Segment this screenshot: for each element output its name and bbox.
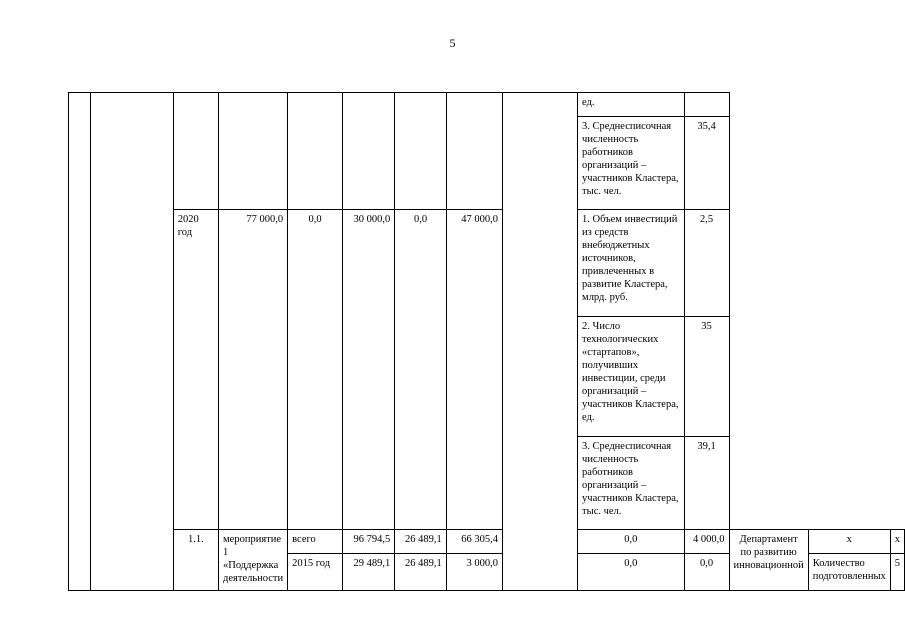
table-row bbox=[69, 93, 905, 117]
measure-number: 1.1. bbox=[173, 530, 218, 591]
value-federal: 26 489,1 bbox=[395, 554, 447, 591]
indicator-text: х bbox=[808, 530, 890, 554]
cell-year-empty bbox=[173, 93, 218, 210]
table-row bbox=[69, 530, 905, 554]
value-local: 0,0 bbox=[578, 554, 685, 591]
page-number: 5 bbox=[449, 36, 456, 50]
cell-name-empty bbox=[91, 93, 173, 591]
indicator-value: 39,1 bbox=[684, 437, 729, 530]
indicator-value: 2,5 bbox=[684, 210, 729, 317]
indicator-text: Количество подготовленных bbox=[808, 554, 890, 591]
program-table bbox=[68, 92, 905, 591]
cell-number-empty bbox=[69, 93, 91, 591]
measure-name: мероприятие 1 «Поддержка деятельности bbox=[219, 530, 288, 591]
value-regional: 66 305,4 bbox=[446, 530, 502, 554]
value-regional: 30 000,0 bbox=[343, 210, 395, 530]
value-local: 0,0 bbox=[395, 210, 447, 530]
value-extra: 4 000,0 bbox=[684, 530, 729, 554]
value-regional: 3 000,0 bbox=[446, 554, 502, 591]
indicator-text: 2. Число технологических «стартапов», получивших инвестиции, среди организаций – участников Кластера, ед. bbox=[578, 317, 685, 437]
cell-federal-empty bbox=[288, 93, 343, 210]
cell-total-empty bbox=[219, 93, 288, 210]
cell-regional-empty bbox=[343, 93, 395, 210]
indicator-text: 3. Среднесписочная численность работников организаций – участников Кластера, тыс. чел. bbox=[578, 437, 685, 530]
cell-local-empty bbox=[395, 93, 447, 210]
indicator-value: 5 bbox=[890, 554, 904, 591]
value-federal: 26 489,1 bbox=[395, 530, 447, 554]
value-extra: 0,0 bbox=[684, 554, 729, 591]
indicator-value: 35 bbox=[684, 317, 729, 437]
row-label: всего bbox=[288, 530, 343, 554]
executor: Департамент по развитию инновационной bbox=[729, 530, 808, 591]
value-local: 0,0 bbox=[578, 530, 685, 554]
row-label: 2015 год bbox=[288, 554, 343, 591]
value-total: 29 489,1 bbox=[343, 554, 395, 591]
value-total: 77 000,0 bbox=[219, 210, 288, 530]
value-extra: 47 000,0 bbox=[446, 210, 502, 530]
indicator-text: ед. bbox=[578, 93, 685, 117]
value-federal: 0,0 bbox=[288, 210, 343, 530]
indicator-text: 1. Объем инвестиций из средств внебюджетных источников, привлеченных в развитие Кластера, млрд. руб. bbox=[578, 210, 685, 317]
indicator-text: 3. Среднесписочная численность работников организаций – участников Кластера, тыс. чел. bbox=[578, 117, 685, 210]
indicator-value: 35,4 bbox=[684, 117, 729, 210]
value-total: 96 794,5 bbox=[343, 530, 395, 554]
table-row bbox=[69, 210, 905, 317]
indicator-value: х bbox=[890, 530, 904, 554]
indicator-value bbox=[684, 93, 729, 117]
cell-extra-empty bbox=[446, 93, 502, 210]
cell-executor-empty bbox=[503, 93, 578, 591]
year-label: 2020 год bbox=[173, 210, 218, 530]
